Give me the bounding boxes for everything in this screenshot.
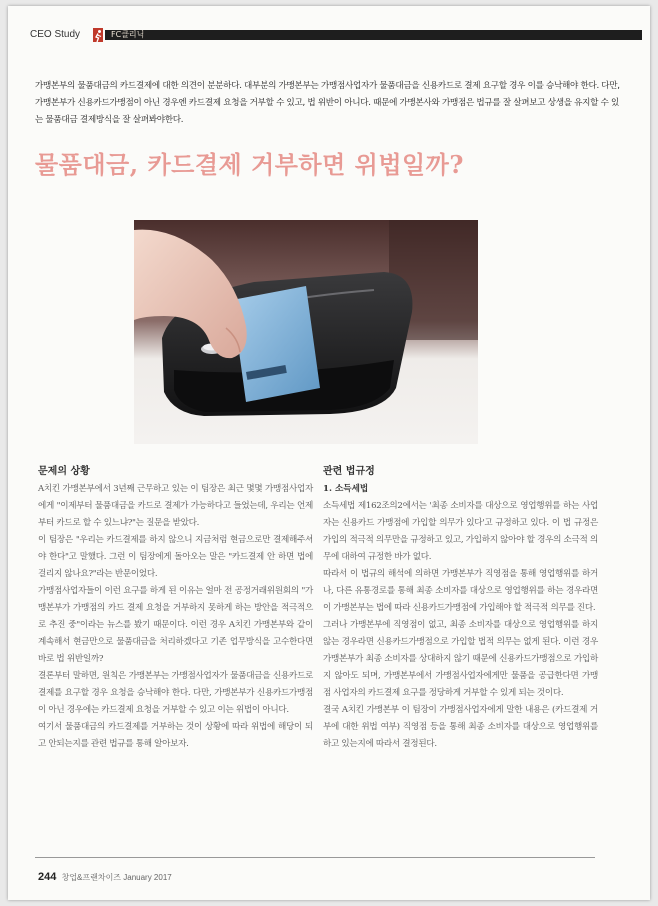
- card-terminal-photo: [134, 220, 478, 444]
- right-paragraph-3: 그러나 가맹본부에 직영점이 없고, 최종 소비자를 대상으로 영업행위를 하지 않는 경우라면 신용카드가맹점으로 가입할 법적 의무는 없게 된다. 이런 경우 가맹본부가 최종 소비자를 상대하지 않기 때문에 신용카드가맹점으로 가입하지 않아도 되며, 가맹본부에서 가맹점사업자에게만 물품을 공급한다면 가맹점 사업자의 카드결제 요구를 정당하게 거부할 수 있게 되는 것이다.: [323, 620, 598, 698]
- right-paragraph-4: 결국 A치킨 가맹본부 이 팀장이 가맹점사업자에게 말한 내용은 (카드결제 거부에 대한 위법 여부) 직영점 등을 통해 최종 소비자를 대상으로 영업행위를 하고 있는지에 따라서 결정된다.: [323, 705, 598, 749]
- right-paragraph-2: 따라서 이 법규의 해석에 의하면 가맹본부가 직영점을 통해 영업행위를 하거나, 다른 유통경로를 통해 최종 소비자를 대상으로 영업행위를 하는 경우라면 이 가맹본부는 법에 따라 신용카드가맹점에 가입해야 할 적극적 의무를 진다.: [323, 569, 598, 613]
- left-column: [38, 464, 313, 753]
- right-subheading: 1. 소득세법: [323, 484, 369, 494]
- page-footer: [38, 871, 172, 884]
- magazine-page: [8, 6, 650, 900]
- footer-rule: [35, 857, 595, 858]
- right-column: [323, 464, 598, 753]
- publication-name: 창업&프랜차이즈 January 2017: [61, 873, 172, 882]
- right-section-heading: 관련 법규정: [323, 466, 375, 477]
- left-paragraph-3: 가맹점사업자들이 이런 요구를 하게 된 이유는 얼마 전 공정거래위원회의 "가맹본부가 가맹점의 카드 결제 요청을 거부하지 못하게 하는 방안을 적극적으로 추진 중"이라는 뉴스를 봤기 때문이다. 이런 경우 A치킨 가맹본부와 같이 계속해서 현금만으로 물품대금을 처리하겠다고 기존 업무방식을 고수한다면 바로 법 위반일까?: [38, 586, 313, 664]
- left-paragraph-4: 결론부터 말하면, 원칙은 가맹본부는 가맹점사업자가 물품대금을 신용카드로 결제를 요구할 경우 요청을 승낙해야 한다. 다만, 가맹본부가 신용카드가맹점이 아닌 경우에는 카드결제 요청을 거부할 수 있고 이는 위법이 아니다.: [38, 671, 313, 715]
- page-number: 244: [38, 871, 57, 883]
- runner-logo-icon: [93, 28, 103, 42]
- left-paragraph-5: 여기서 물품대금의 카드결제를 거부하는 것이 상황에 따라 위법에 해당이 되고 안되는지를 관련 법규를 통해 알아보자.: [38, 722, 313, 749]
- header-bar: [105, 30, 642, 40]
- lead-paragraph: 가맹본부의 물품대금의 카드결제에 대한 의견이 분분하다. 대부분의 가맹본부는 가맹점사업자가 물품대금을 신용카드로 결제 요구할 경우 이를 승낙해야 한다. 다만, 가맹본부가 신용카드가맹점이 아닌 경우엔 카드결제 요청을 거부할 수 있고, 법 위반이 아니다. 때문에 가맹본사와 가맹점은 법규를 잘 살펴보고 상생을 유지할 수 있는 물품대금 결제방식을 잘 살펴봐야한다.: [35, 81, 620, 125]
- section-label: CEO Study: [30, 29, 81, 40]
- article-title: 물품대금, 카드결제 거부하면 위법일까?: [35, 150, 464, 179]
- left-paragraph-2: 이 팀장은 "우리는 카드결제를 하지 않으니 지금처럼 현금으로만 결제해주셔야 한다"고 말했다. 그런 이 팀장에게 돌아오는 말은 "카드결제 안 하면 법에 걸리지 않나요?"라는 반문이었다.: [38, 535, 313, 579]
- left-paragraph-1: A치킨 가맹본부에서 3년째 근무하고 있는 이 팀장은 최근 몇몇 가맹점사업자에게 "이제부터 물품대금을 카드로 결제가 가능하다고 들었는데, 우리는 언제부터 카드로 할 수 있느냐?"는 질문을 받았다.: [38, 484, 313, 528]
- category-label: FC클리닉: [111, 30, 145, 39]
- left-section-heading: 문제의 상황: [38, 466, 90, 477]
- right-paragraph-1: 소득세법 제162조의2에서는 '최종 소비자를 대상으로 영업행위를 하는 사업자는 신용카드 가맹점에 가입할 의무가 있다'고 규정하고 있다. 이 법 규정은 가입의 적극적 의무만을 규정하고 있고, 가입하지 않아야 할 경우의 소극적 의무에 대하여 규정한 바가 없다.: [323, 501, 598, 562]
- page-header: [30, 28, 642, 42]
